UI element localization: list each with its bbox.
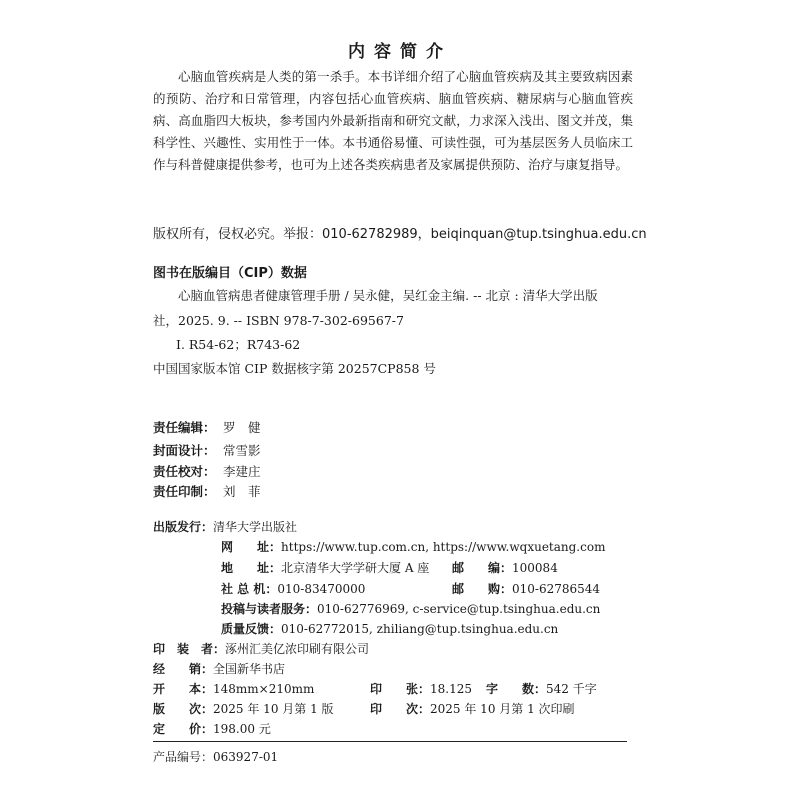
- staff-value: 常雪影: [223, 443, 261, 458]
- print-run-value: 2025 年 10 月第 1 次印刷: [430, 702, 575, 716]
- address-value: 北京清华大学学研大厦 A 座: [281, 561, 430, 575]
- switchboard-value: 010-83470000: [277, 582, 366, 596]
- price-label: 定 价：: [153, 722, 214, 736]
- staff-cover-design: [153, 441, 261, 459]
- publisher-quality-row: [221, 620, 558, 637]
- product-code-label: 产品编号：: [153, 750, 214, 764]
- staff-value: 罗 健: [223, 420, 261, 435]
- address-label: 地 址：: [221, 561, 282, 575]
- service-label: 投稿与读者服务：: [221, 602, 318, 616]
- edition-label: 版 次：: [153, 702, 214, 716]
- website-value: https://www.tup.com.cn, https://www.wqxuetang.com: [281, 540, 606, 554]
- staff-proofreader: [153, 462, 261, 480]
- page-title: 内容简介: [348, 42, 452, 62]
- zip-label: 邮 编：: [452, 561, 513, 575]
- distributor-label: 经 销：: [153, 662, 214, 676]
- price-row: [153, 720, 271, 737]
- publisher-website-row: [221, 538, 605, 555]
- cip-line-1: 心脑血管病患者健康管理手册 / 吴永健，吴红金主编. -- 北京 : 清华大学出版: [178, 288, 598, 303]
- staff-value: 刘 菲: [223, 484, 261, 499]
- copyright-notice: 版权所有，侵权必究。举报：010-62782989，beiqinquan@tup.tsinghua.edu.cn: [153, 227, 647, 242]
- words-row: [486, 680, 597, 697]
- quality-value: 010-62772015, zhiliang@tup.tsinghua.edu.cn: [281, 622, 559, 636]
- words-label: 字 数：: [486, 682, 547, 696]
- zip-value: 100084: [512, 561, 558, 575]
- publisher-row: [153, 518, 297, 535]
- price-value: 198.00 元: [213, 722, 271, 736]
- publisher-label: 出版发行：: [153, 520, 214, 534]
- edition-row: [153, 700, 334, 717]
- staff-value: 李建庄: [223, 464, 261, 479]
- staff-label: 责任编辑：: [153, 420, 216, 435]
- distributor-value: 全国新华书店: [213, 662, 286, 676]
- publisher-switchboard-row: [221, 580, 365, 597]
- printer-label: 印 装 者：: [153, 642, 226, 656]
- divider-rule: [153, 741, 627, 742]
- words-value: 542 千字: [546, 682, 597, 696]
- cip-line-3: Ⅰ. R54-62；R743-62: [176, 337, 301, 352]
- cip-line-4: 中国国家版本馆 CIP 数据核字第 20257CP858 号: [153, 361, 436, 376]
- sheets-row: [370, 680, 472, 697]
- mailorder-value: 010-62786544: [512, 582, 601, 596]
- edition-value: 2025 年 10 月第 1 版: [213, 702, 334, 716]
- printer-value: 涿州汇美亿浓印刷有限公司: [225, 642, 370, 656]
- staff-label: 责任校对：: [153, 464, 216, 479]
- service-value: 010-62776969, c-service@tup.tsinghua.edu.cn: [317, 602, 601, 616]
- format-label: 开 本：: [153, 682, 214, 696]
- format-row: [153, 680, 314, 697]
- distributor-row: [153, 660, 285, 677]
- mailorder-label: 邮 购：: [452, 582, 513, 596]
- print-run-label: 印 次：: [370, 702, 431, 716]
- publisher-name: 清华大学出版社: [213, 520, 298, 534]
- printer-row: [153, 640, 369, 657]
- website-label: 网 址：: [221, 540, 282, 554]
- publisher-address-row: [221, 559, 429, 576]
- print-run-row: [370, 700, 575, 717]
- cip-heading: 图书在版编目（CIP）数据: [153, 266, 307, 281]
- staff-editor: [153, 418, 261, 436]
- staff-label: 封面设计：: [153, 443, 216, 458]
- product-code-row: [153, 748, 278, 765]
- publisher-zip-row: [452, 559, 558, 576]
- staff-print-manager: [153, 482, 261, 500]
- intro-paragraph: 心脑血管疾病是人类的第一杀手。本书详细介绍了心脑血管疾病及其主要致病因素的预防、治疗和日常管理，内容包括心血管疾病、脑血管疾病、糖尿病与心脑血管疾病、高血脂四大板块，参考国内外最新指南和研究文献，力求深入浅出、图文并茂，集科学性、兴趣性、实用性于一体。本书通俗易懂、可读性强，可为基层医务人员临床工作与科普健康提供参考，也可为上述各类疾病患者及家属提供预防、治疗与康复指导。: [153, 69, 633, 172]
- sheets-value: 18.125: [430, 682, 473, 696]
- format-value: 148mm×210mm: [213, 682, 315, 696]
- sheets-label: 印 张：: [370, 682, 431, 696]
- product-code-value: 063927-01: [213, 750, 279, 764]
- staff-label: 责任印制：: [153, 484, 216, 499]
- intro-text: [153, 66, 633, 176]
- switchboard-label: 社 总 机：: [221, 582, 278, 596]
- publisher-mailorder-row: [452, 580, 600, 597]
- cip-line-2: 社，2025. 9. -- ISBN 978-7-302-69567-7: [153, 313, 404, 328]
- publisher-service-row: [221, 600, 600, 617]
- quality-label: 质量反馈：: [221, 622, 282, 636]
